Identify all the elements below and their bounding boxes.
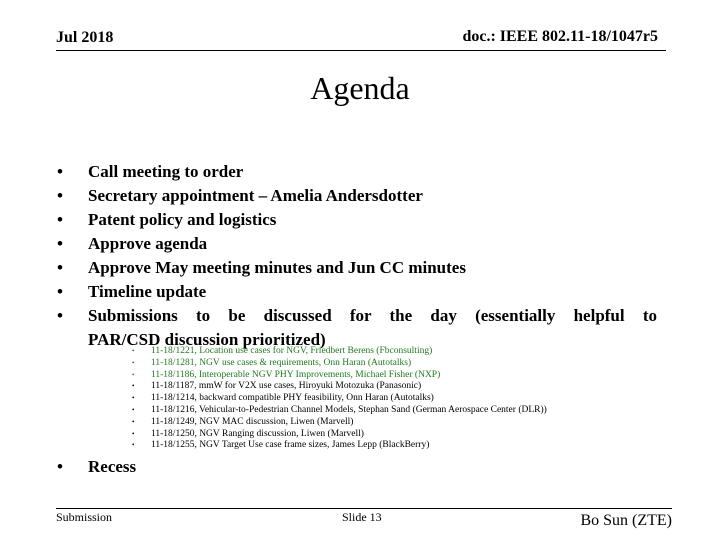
- bullet-icon: •: [132, 429, 135, 438]
- bullet-icon: •: [132, 358, 135, 367]
- bullet-icon: •: [57, 234, 63, 253]
- agenda-item: [57, 232, 657, 256]
- footer-divider: [56, 508, 672, 509]
- bullet-icon: •: [132, 441, 135, 450]
- submission-item: • 11-18/1281, NGV use cases & requirements, Onn Haran (Autotalks): [132, 357, 412, 368]
- agenda-item-text: Patent policy and logistics: [88, 210, 277, 229]
- submission-item: • 11-18/1186, Interoperable NGV PHY Improvements, Michael Fisher (NXP): [132, 369, 441, 380]
- agenda-item-recess: [57, 455, 136, 479]
- bullet-icon: •: [132, 417, 135, 426]
- submission-item: • 11-18/1221, Location use cases for NGV, Friedbert Berens (Fbconsulting): [132, 346, 433, 356]
- submission-item: • 11-18/1187, mmW for V2X use cases, Hiroyuki Motozuka (Panasonic): [132, 381, 422, 392]
- agenda-list: [57, 160, 657, 352]
- agenda-item-text: Call meeting to order: [88, 162, 244, 181]
- agenda-item: [57, 160, 657, 184]
- bullet-icon: •: [132, 347, 135, 355]
- agenda-item: [57, 256, 657, 280]
- bullet-icon: •: [57, 258, 63, 277]
- bullet-icon: •: [132, 370, 135, 379]
- bullet-icon: •: [57, 282, 63, 301]
- agenda-item-text: Approve agenda: [88, 234, 208, 253]
- submission-item: • 11-18/1255, NGV Target Use case frame sizes, James Lepp (BlackBerry): [132, 440, 430, 451]
- bullet-icon: •: [57, 210, 63, 229]
- agenda-item-submissions: [57, 304, 657, 352]
- footer-submission: Submission: [56, 510, 113, 524]
- header-divider: [56, 50, 666, 51]
- header-doc-id: doc.: IEEE 802.11-18/1047r5: [462, 28, 658, 45]
- submission-item: • 11-18/1249, NGV MAC discussion, Liwen (Marvell): [132, 416, 354, 427]
- submission-item: • 11-18/1250, NGV Ranging discussion, Liwen (Marvell): [132, 428, 364, 439]
- agenda-item: [57, 184, 657, 208]
- agenda-item: [57, 208, 657, 232]
- submissions-list: [132, 346, 666, 452]
- bullet-icon: •: [132, 382, 135, 391]
- header-date: Jul 2018: [56, 29, 114, 46]
- slide-title: Agenda: [310, 70, 410, 106]
- agenda-item-text: Secretary appointment – Amelia Andersdotter: [88, 186, 423, 205]
- recess-text: Recess: [88, 457, 137, 476]
- bullet-icon: •: [132, 405, 135, 414]
- footer-slide-number: Slide 13: [342, 510, 382, 524]
- bullet-icon: •: [57, 457, 63, 476]
- submissions-line-1: Submissions to be discussed for the day (essentially helpful to: [88, 306, 657, 325]
- bullet-icon: •: [132, 394, 135, 403]
- submission-item: • 11-18/1214, backward compatible PHY feasibility, Onn Haran (Autotalks): [132, 393, 434, 404]
- bullet-icon: •: [57, 306, 63, 325]
- bullet-icon: •: [57, 162, 63, 181]
- submission-item: • 11-18/1216, Vehicular-to-Pedestrian Channel Models, Stephan Sand (German Aerospace Center (DLR)): [132, 404, 547, 415]
- agenda-item-text: Approve May meeting minutes and Jun CC minutes: [88, 258, 466, 277]
- agenda-item: [57, 280, 657, 304]
- bullet-icon: •: [57, 186, 63, 205]
- footer-author: Bo Sun (ZTE): [580, 512, 672, 529]
- submissions-line-2: PAR/CSD discussion prioritized): [88, 330, 326, 349]
- agenda-item-text: Timeline update: [88, 282, 207, 301]
